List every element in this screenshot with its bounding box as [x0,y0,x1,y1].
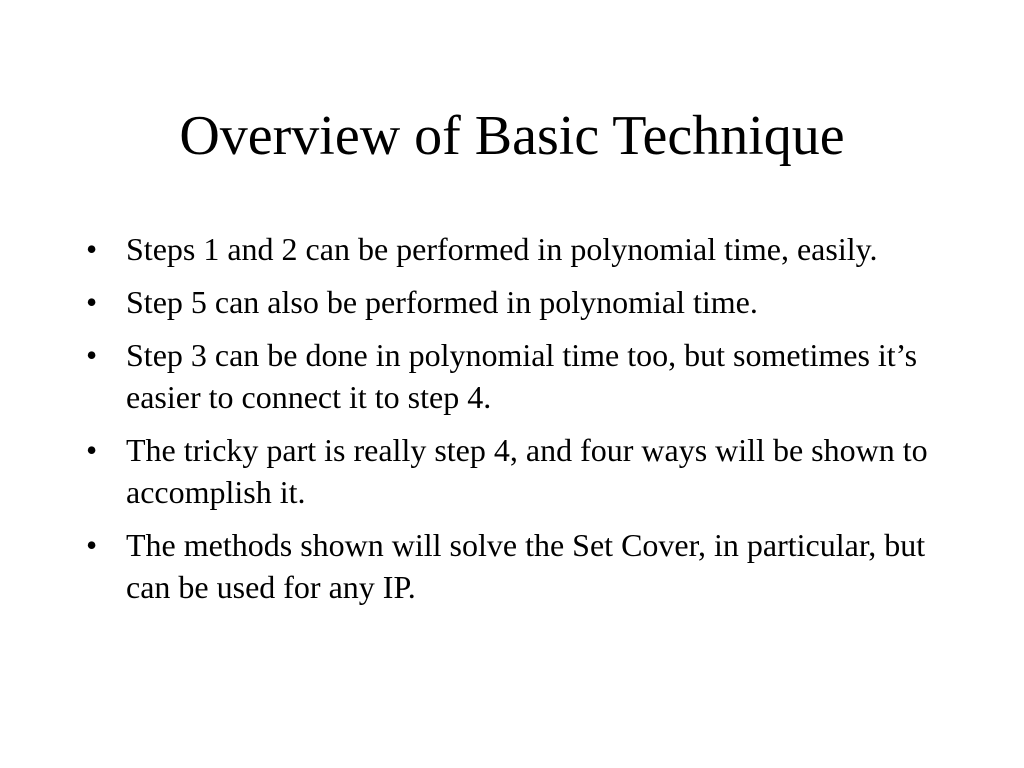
bullet-text: Step 3 can be done in polynomial time too, but sometimes it’s easier to connect it to step 4. [126,337,918,415]
bullet-item [82,429,942,513]
bullet-item [82,228,942,270]
bullet-icon: • [86,284,98,320]
bullet-icon: • [86,432,98,468]
bullet-item [82,524,942,608]
bullet-text: Steps 1 and 2 can be performed in polynomial time, easily. [126,231,878,267]
bullet-list [82,228,942,619]
bullet-text: The methods shown will solve the Set Cover, in particular, but can be used for any IP. [126,527,926,605]
bullet-icon: • [86,527,98,563]
slide-title: Overview of Basic Technique [179,105,845,167]
bullet-icon: • [86,231,98,267]
bullet-icon: • [86,337,98,373]
bullet-item [82,281,942,323]
bullet-item [82,334,942,418]
bullet-text: The tricky part is really step 4, and four ways will be shown to accomplish it. [126,432,928,510]
bullet-text: Step 5 can also be performed in polynomial time. [126,284,758,320]
